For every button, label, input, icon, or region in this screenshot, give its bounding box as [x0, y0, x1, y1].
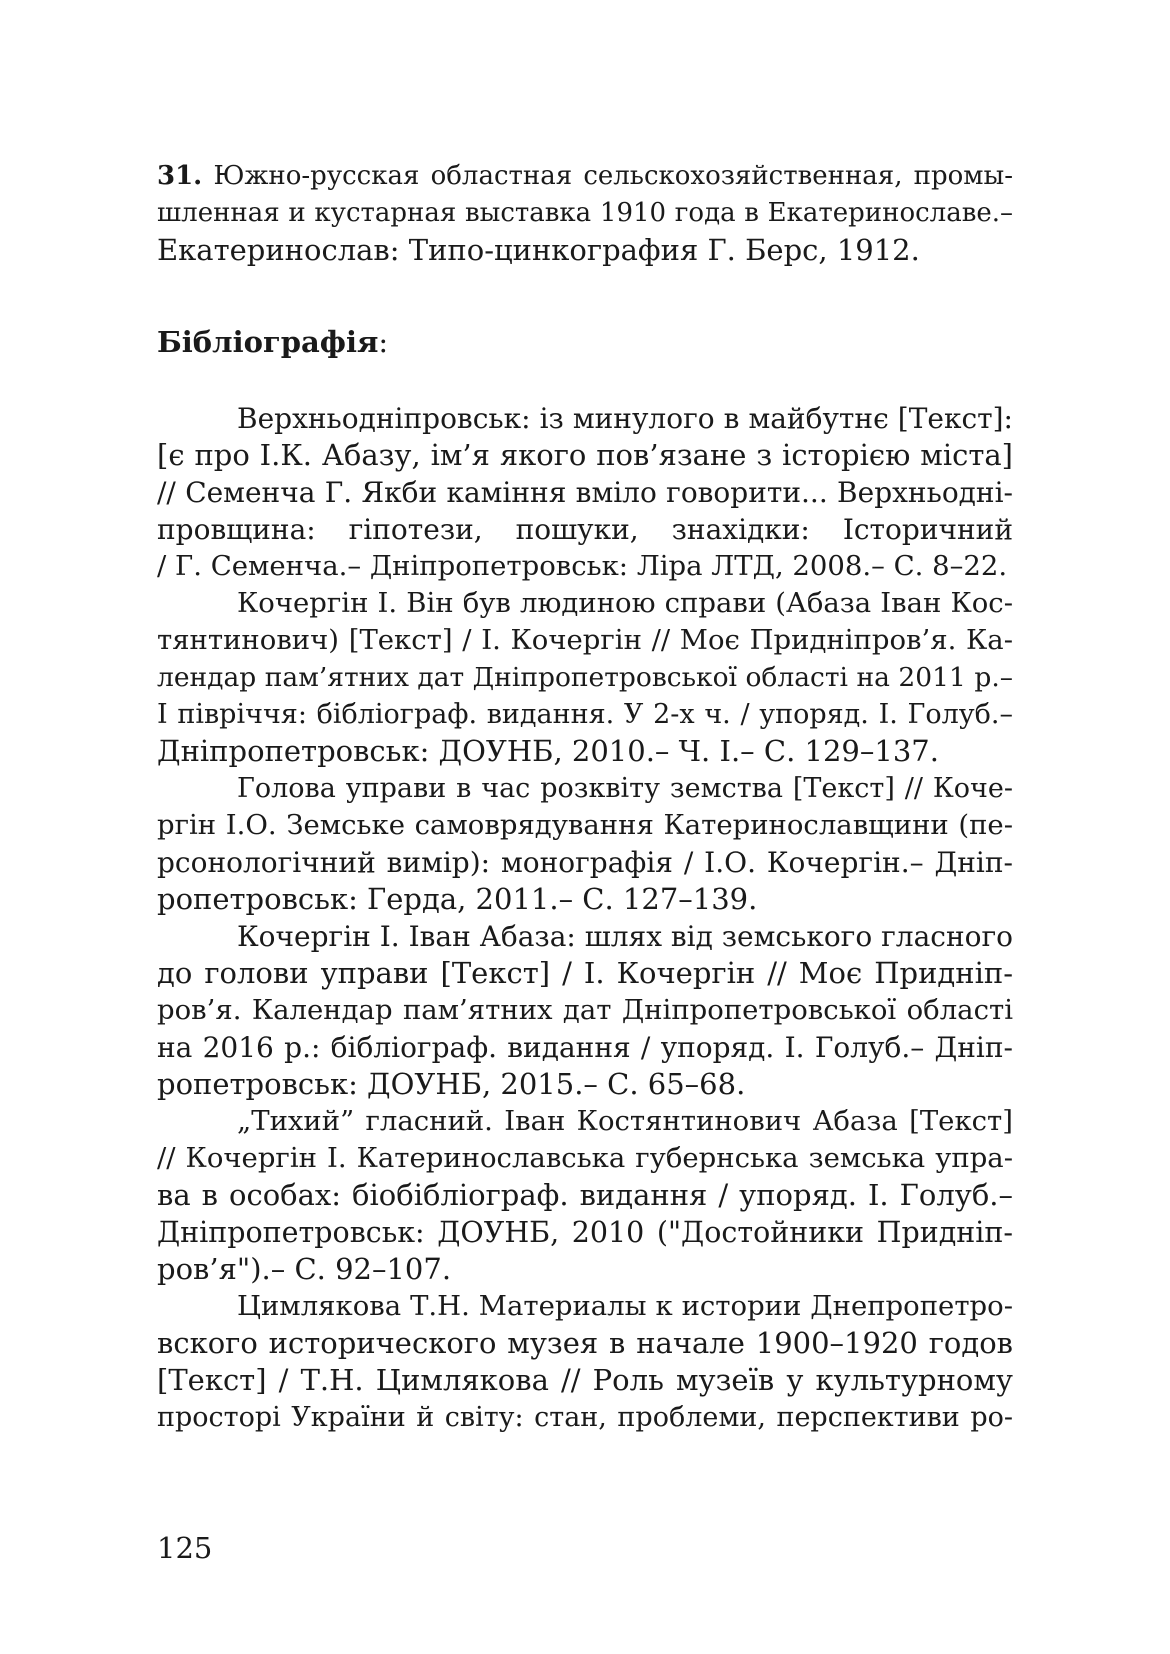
bib-line: Верхньодніпровськ: із минулого в майбутнє [Текст]:	[237, 402, 1013, 435]
bib-line: вского исторического музея в начале 1900–1920 годов	[157, 1326, 1013, 1360]
bib-line: Цимлякова Т.Н. Материалы к истории Днепропетро-	[237, 1290, 1013, 1322]
bib-line: ров’я").– С. 92–107.	[157, 1252, 452, 1286]
bib-line: Голова управи в час розквіту земства [Текст] // Коче-	[237, 773, 1013, 804]
bib-line: „Тихий” гласний. Іван Костянтинович Абаза [Текст]	[237, 1105, 1013, 1137]
bib-line: ров’я. Календар пам’ятних дат Дніпропетровської області	[157, 994, 1013, 1026]
bib-line: [Текст] / Т.Н. Цимлякова // Роль музеїв у культурному	[157, 1363, 1013, 1397]
bibliography-item	[157, 770, 1013, 918]
bibliography-item	[157, 918, 1013, 1103]
bibliography-list	[157, 400, 1013, 1436]
bibliography-item	[157, 400, 1013, 585]
bib-line: Кочергін І. Він був людиною справи (Абаза Іван Кос-	[237, 587, 1013, 619]
bib-line: // Кочергін І. Катеринославська губернська земська упра-	[157, 1142, 1013, 1174]
bib-line: тянтинович) [Текст] / І. Кочергін // Моє Придніпров’я. Ка-	[157, 624, 1013, 656]
entry-31-line-2: шленная и кустарная выставка 1910 года в Екатеринославе.–	[157, 198, 1013, 228]
bib-line: // Семенча Г. Якби каміння вміло говорити... Верхньодні-	[157, 476, 1013, 509]
bib-line: Дніпропетровськ: ДОУНБ, 2010.– Ч. І.– С. 129–137.	[157, 734, 939, 768]
bib-line: просторі України й світу: стан, проблеми, перспективи ро-	[157, 1402, 1013, 1433]
entry-31-line-1	[157, 158, 1013, 195]
bib-line: до голови управи [Текст] / І. Кочергін // Моє Придніп-	[157, 956, 1013, 990]
entry-31	[157, 158, 1013, 269]
bib-line: ргін І.О. Земське самоврядування Катеринославщини (пе-	[157, 809, 1013, 841]
bib-line: ва в особах: біобібліограф. видання / упоряд. І. Голуб.–	[157, 1178, 1013, 1212]
bibliography-heading-label: Бібліографія	[157, 325, 379, 359]
bib-line: / Г. Семенча.– Дніпропетровськ: Ліра ЛТД, 2008.– С. 8–22.	[157, 550, 1008, 582]
bibliography-heading	[157, 324, 1013, 361]
entry-31-line-3: Екатеринослав: Типо-цинкография Г. Берс, 1912.	[157, 233, 920, 267]
bib-line: рсонологічний вимір): монографія / І.О. Кочергін.– Дніп-	[157, 846, 1013, 879]
bib-line: ропетровськ: Герда, 2011.– С. 127–139.	[157, 882, 758, 916]
bibliography-heading-colon: :	[378, 325, 389, 359]
bibliography-item	[157, 1288, 1013, 1436]
bibliography-item	[157, 1103, 1013, 1288]
bib-line: на 2016 р.: бібліограф. видання / упоряд. І. Голуб.– Дніп-	[157, 1031, 1013, 1064]
page-body	[157, 158, 1013, 1436]
bib-line: провщина: гіпотези, пошуки, знахідки: Історичний	[157, 513, 1013, 546]
entry-31-line-1-text: Южно-русская областная сельскохозяйственная, промы-	[213, 161, 1013, 191]
entry-number: 31.	[157, 161, 203, 191]
bib-line: Дніпропетровськ: ДОУНБ, 2010 ("Достойники Придніп-	[157, 1216, 1013, 1249]
bibliography-item	[157, 585, 1013, 770]
bib-line: І півріччя: бібліограф. видання. У 2-х ч. / упоряд. І. Голуб.–	[157, 699, 1013, 730]
bib-line: лендар пам’ятних дат Дніпропетровської області на 2011 р.–	[157, 662, 1013, 693]
bib-line: ропетровськ: ДОУНБ, 2015.– С. 65–68.	[157, 1067, 746, 1101]
bib-line: Кочергін І. Іван Абаза: шлях від земського гласного	[237, 920, 1013, 953]
page-number: 125	[157, 1531, 213, 1565]
bib-line: [є про І.К. Абазу, ім’я якого пов’язане з історією міста]	[157, 438, 1013, 472]
